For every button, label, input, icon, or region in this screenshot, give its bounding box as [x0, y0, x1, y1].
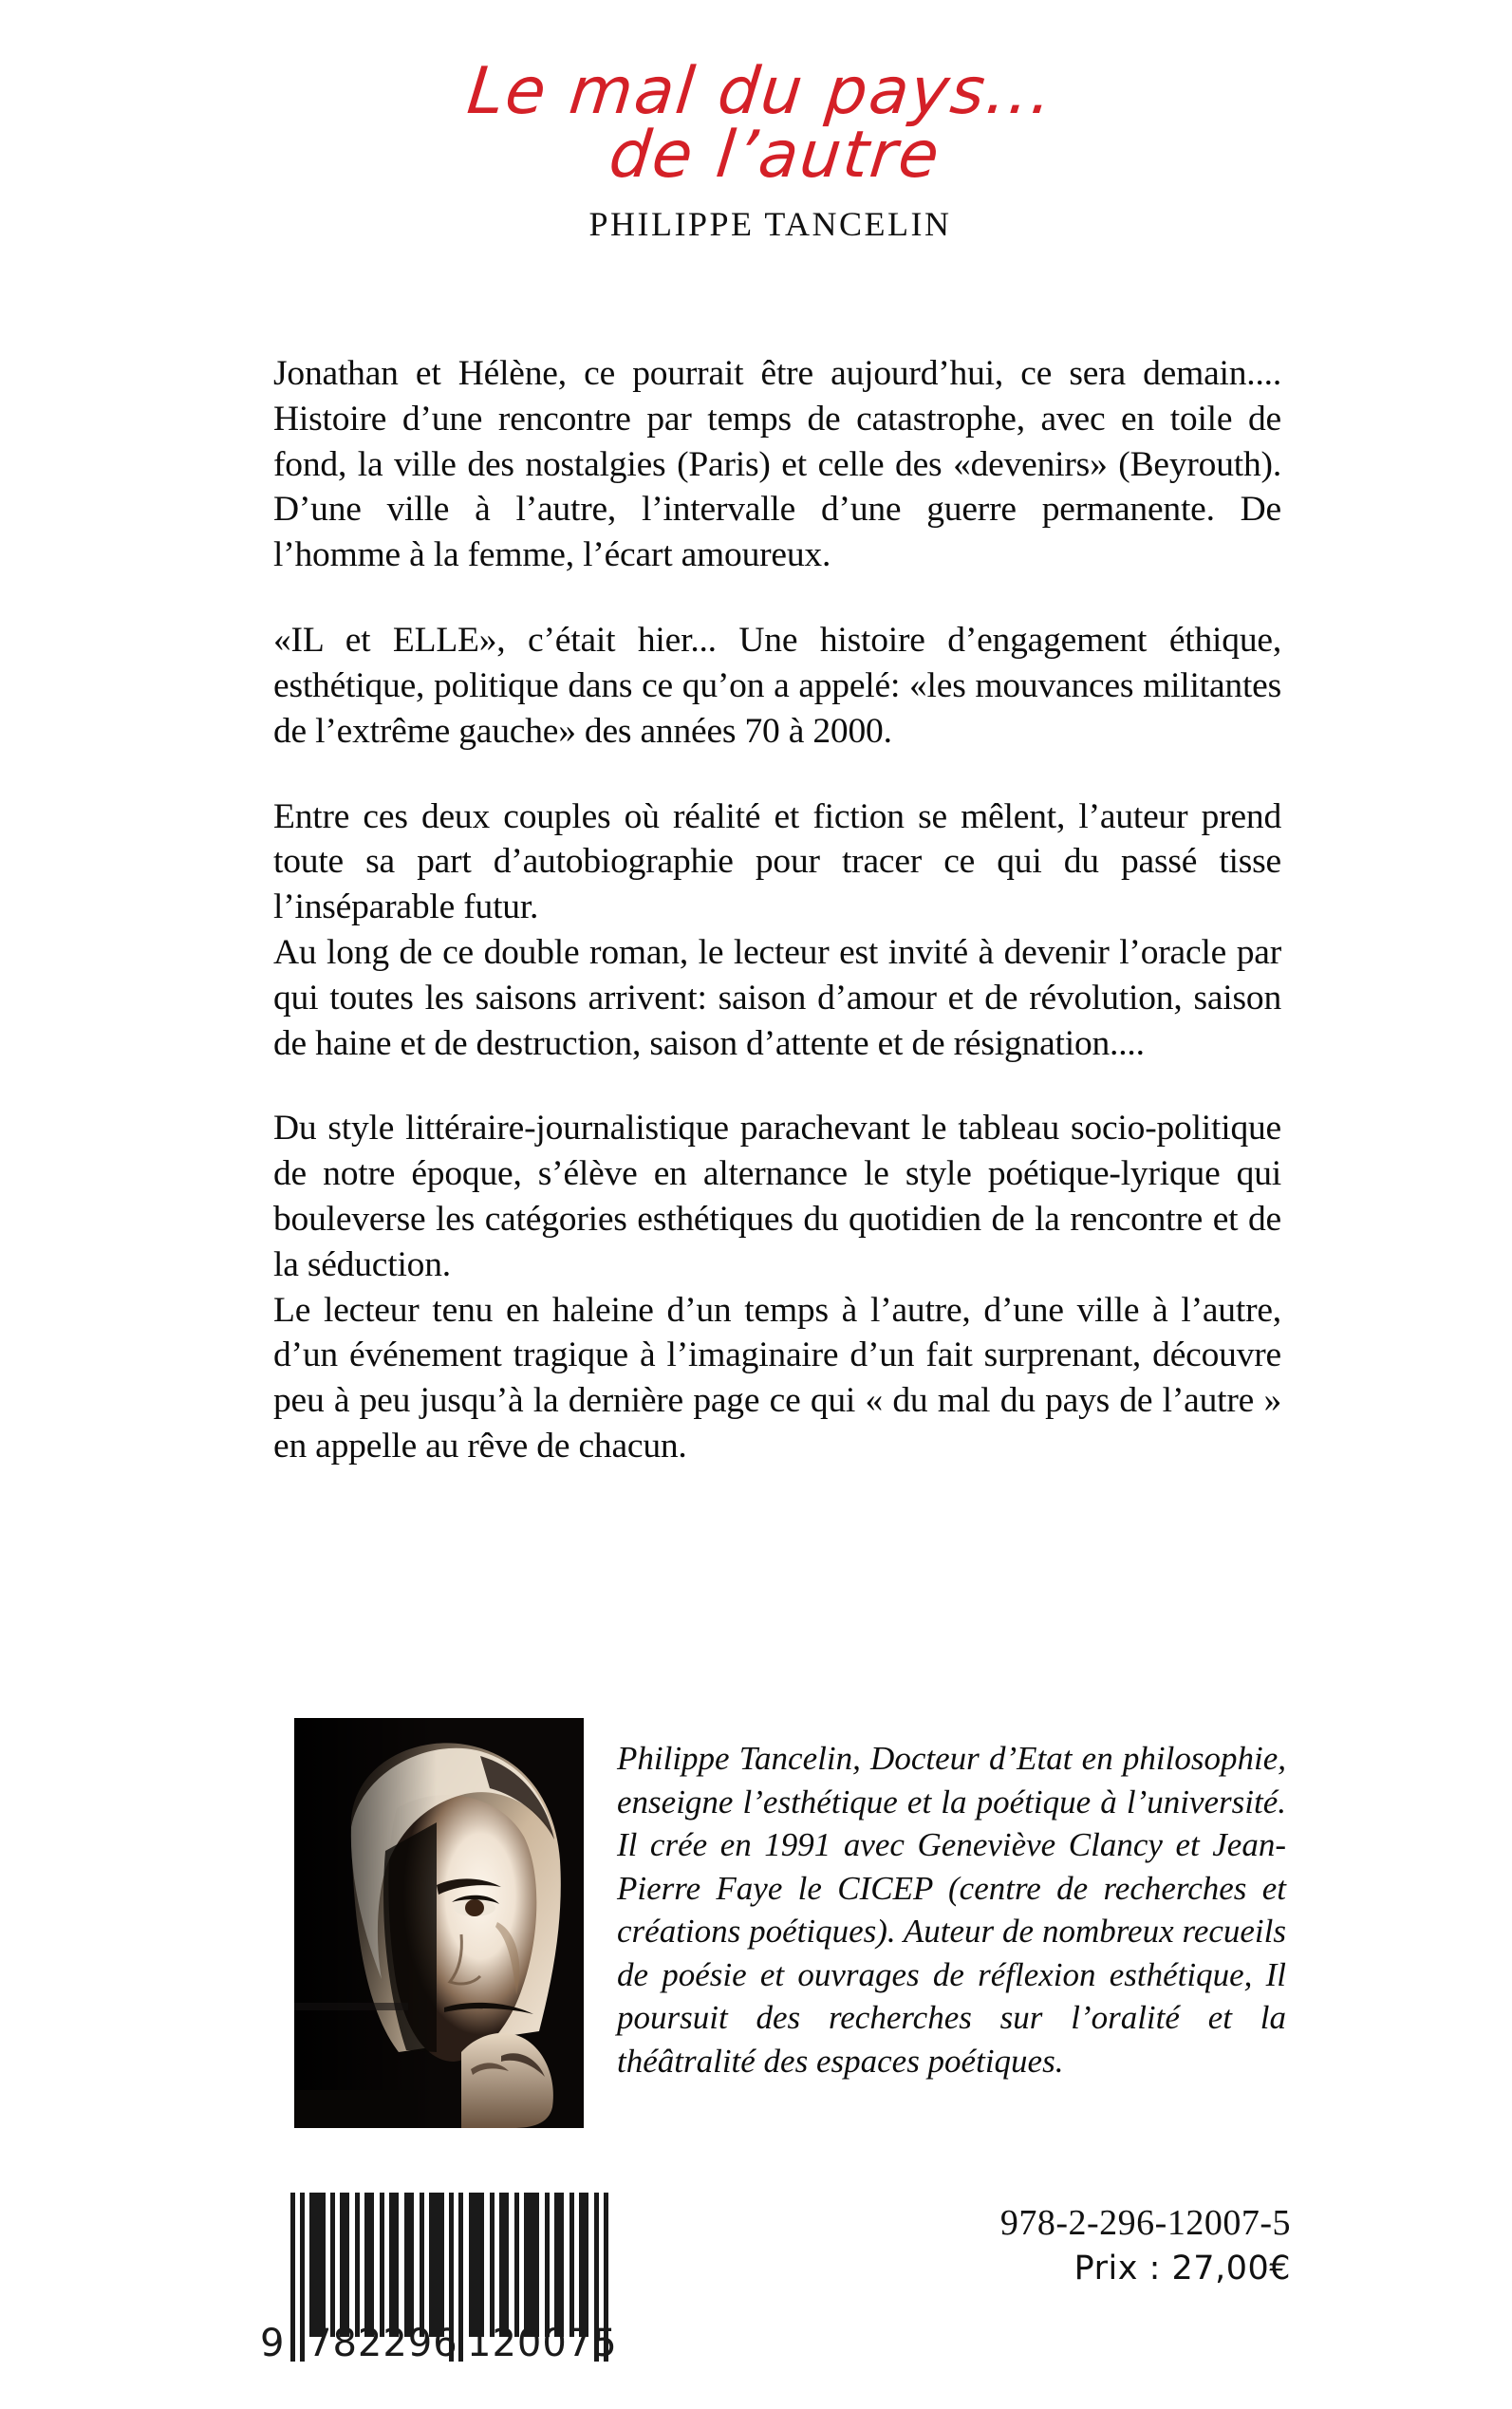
barcode-digits-right: 120075: [467, 2322, 618, 2365]
barcode-digits-middle: 782296: [308, 2322, 458, 2365]
blurb-paragraph-4: Au long de ce double roman, le lecteur est invité à devenir l’oracle par qui toutes les saisons arrivent: saison d’amour et de révolution, saison de haine et de destruction, saison d’attente et de résignation....: [273, 932, 1281, 1063]
isbn-barcode: [256, 2183, 626, 2401]
author-bio-section: [294, 1718, 1286, 2128]
blurb-paragraph-6: Le lecteur tenu en haleine d’un temps à l’autre, d’une ville à l’autre, d’un événement tragique à l’imaginaire d’un fait surprenant, découvre peu à peu jusqu’à la dernière page ce qui « du mal du pays de l’autre » en appelle au rêve de chacun.: [273, 1290, 1281, 1466]
author-bio-text: Philippe Tancelin, Docteur d’Etat en philosophie, enseigne l’esthétique et la poétique à l’université. Il crée en 1991 avec Geneviève Clancy et Jean-Pierre Faye le CICEP (centre de recherches et créations poétiques). Auteur de nombreux recueils de poésie et ouvrages de réflexion esthétique, Il poursuit des recherches sur l’oralité et la théâtralité des espaces poétiques.: [617, 1740, 1286, 2080]
author-photo: [294, 1718, 584, 2128]
author-portrait-image: [294, 1718, 584, 2128]
cover-title-block: [0, 54, 1512, 244]
barcode-digit-left: 9: [260, 2322, 286, 2365]
price-label: Prix : 27,00€: [1073, 2250, 1291, 2288]
blurb-paragraph-3: Entre ces deux couples où réalité et fiction se mêlent, l’auteur prend toute sa part d’autobiographie pour tracer ce qui du passé tisse l’inséparable futur.: [273, 796, 1281, 927]
author-bio-text-block: [617, 1718, 1286, 2082]
back-cover-blurb: [273, 351, 1281, 1469]
blurb-paragraph-1: Jonathan et Hélène, ce pourrait être aujourd’hui, ce sera demain.... Histoire d’une rencontre par temps de catastrophe, avec en toile de fond, la ville des nostalgies (Paris) et celle des «devenirs» (Beyrouth). D’une ville à l’autre, l’intervalle d’une guerre permanente. De l’homme à la femme, l’écart amoureux.: [273, 354, 1281, 575]
cover-footer: [0, 2164, 1512, 2409]
book-title-line-2: de l’autre: [606, 118, 944, 194]
blurb-paragraph-5: Du style littéraire-journalistique parachevant le tableau socio-politique de notre époque, s’élève en alternance le style poétique-lyrique qui bouleverse les catégories esthétiques du quotidien de la rencontre et de la séduction.: [273, 1109, 1281, 1284]
barcode-icon: [256, 2183, 626, 2401]
book-title-line-1: Le mal du pays...: [463, 54, 1058, 129]
book-author-name: PHILIPPE TANCELIN: [588, 204, 952, 243]
blurb-paragraph-2: «IL et ELLE», c’était hier... Une histoire d’engagement éthique, esthétique, politique dans ce qu’on a appelé: «les mouvances militantes de l’extrême gauche» des années 70 à 2000.: [273, 621, 1281, 751]
isbn-price-block: [854, 2202, 1291, 2288]
isbn-number: 978-2-296-12007-5: [999, 2203, 1291, 2243]
